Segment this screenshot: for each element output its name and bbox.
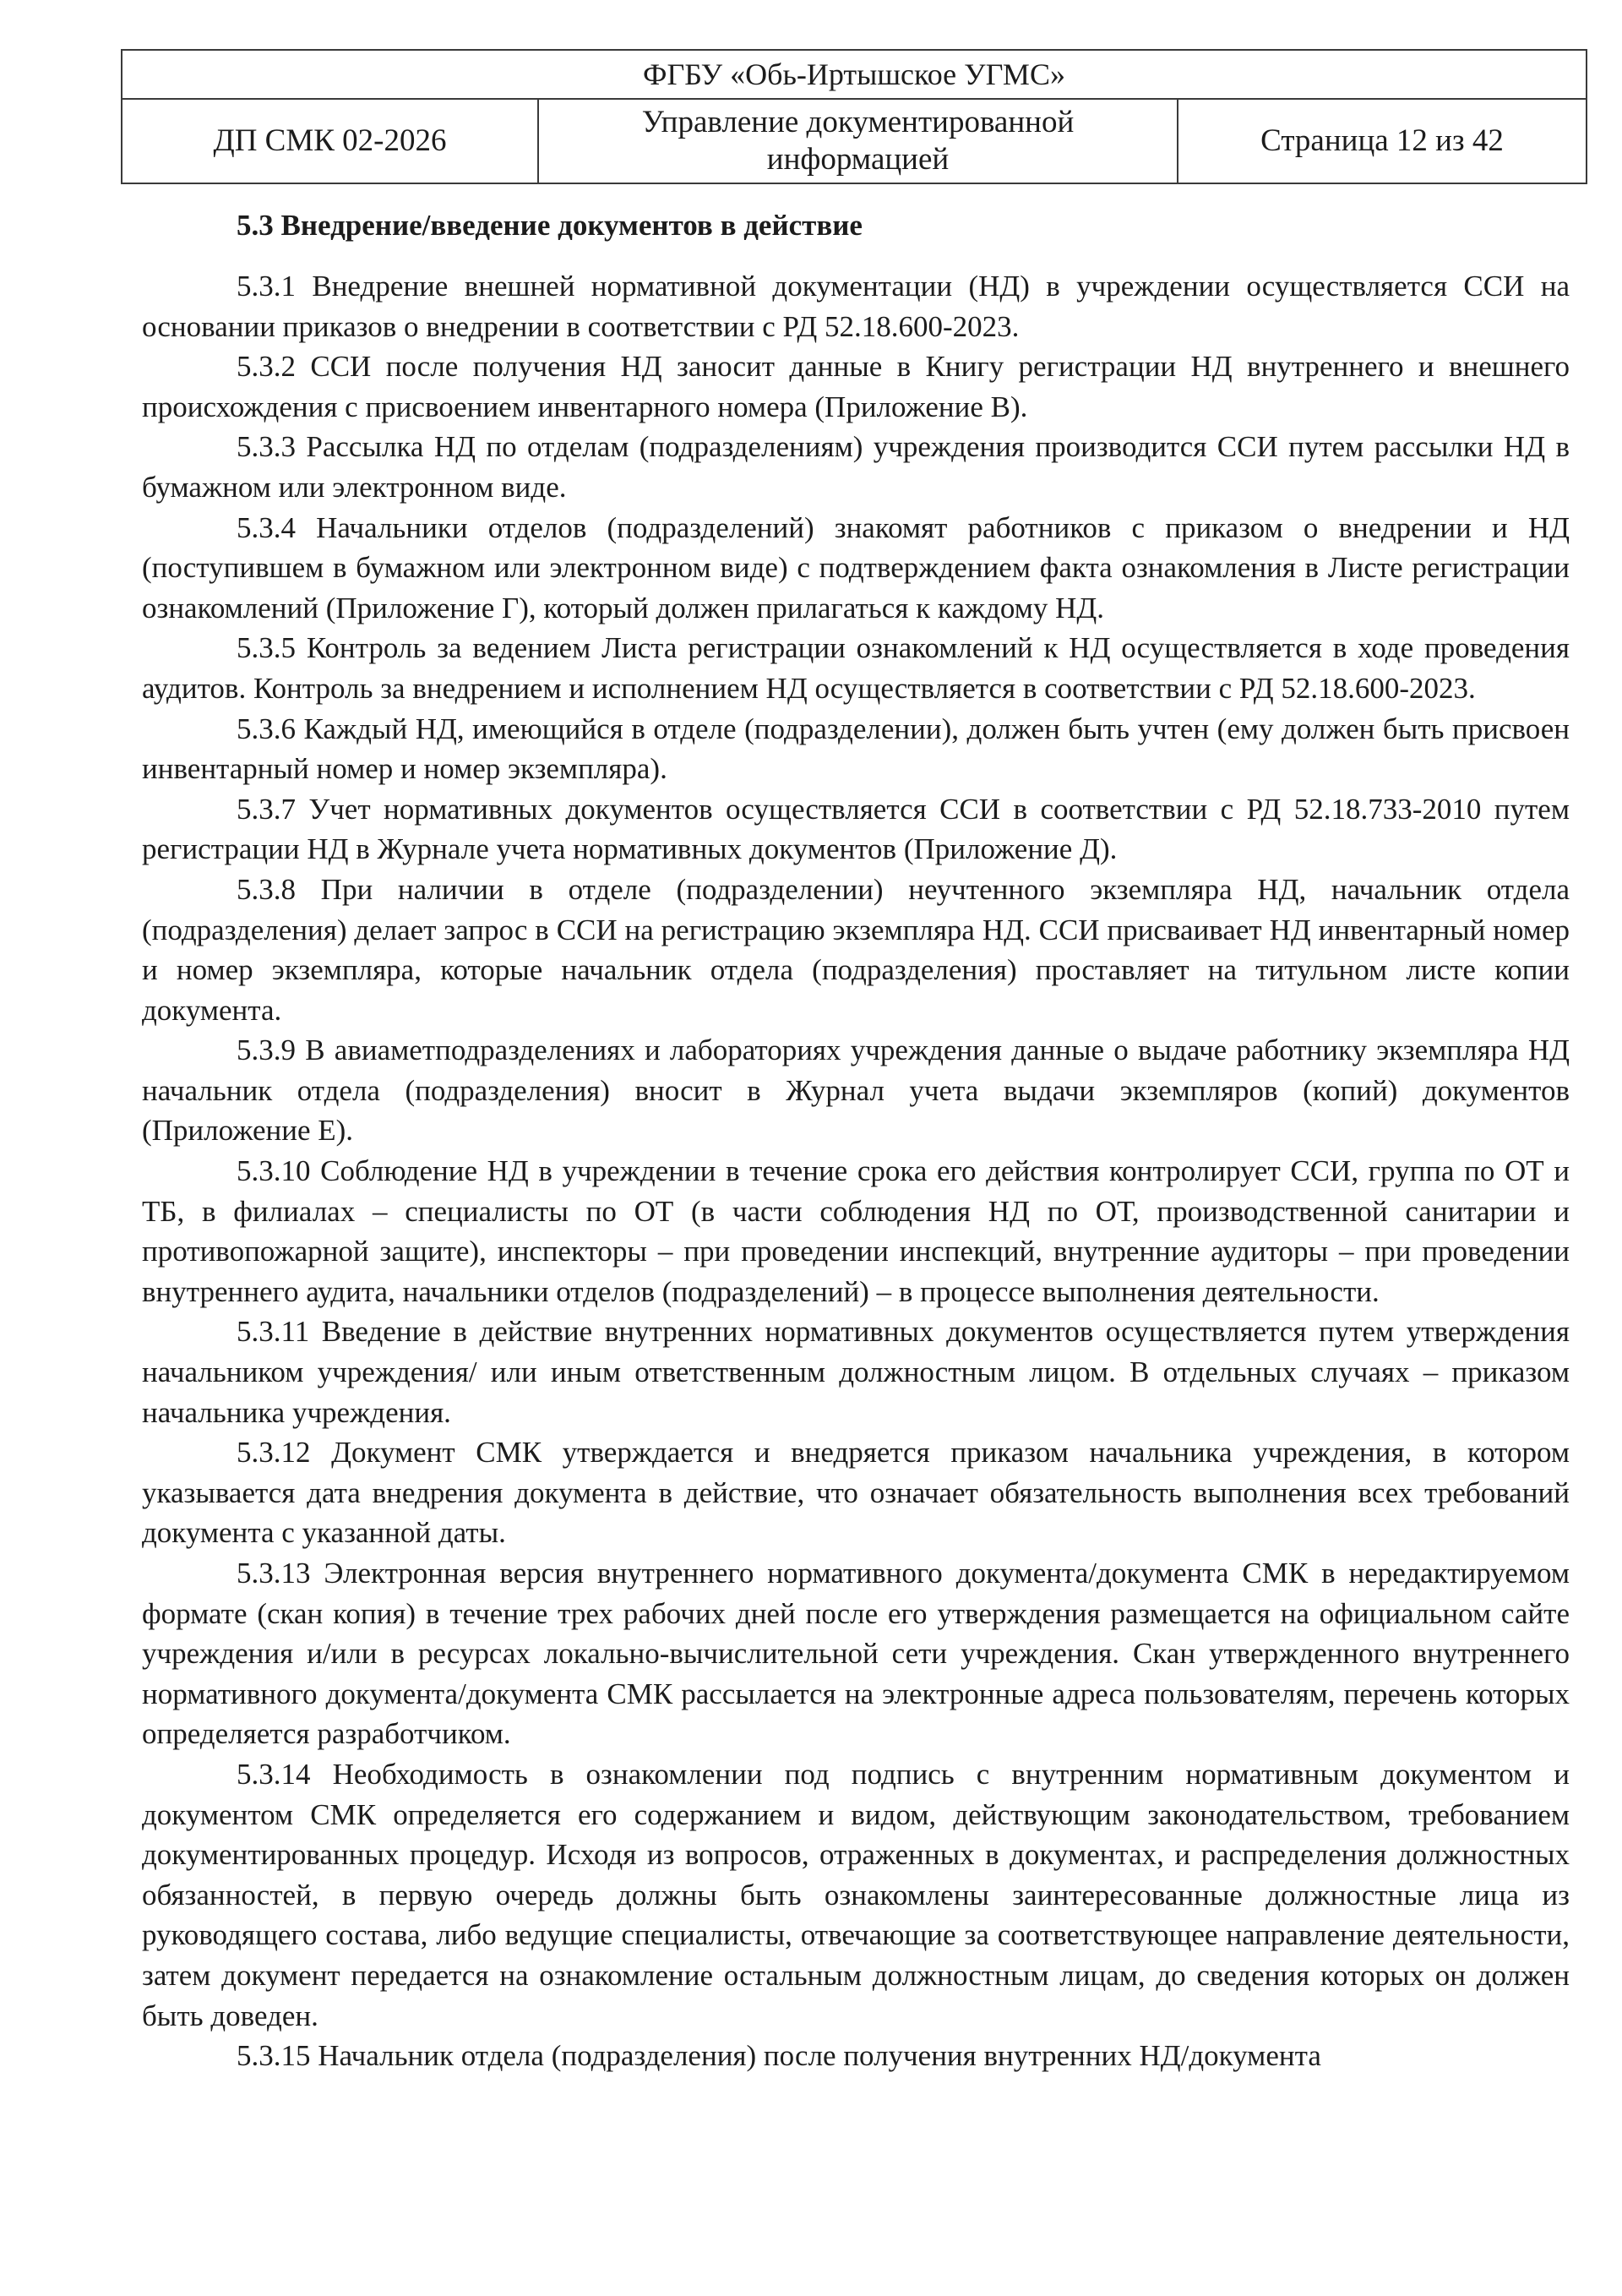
paragraph-5-3-5: 5.3.5 Контроль за ведением Листа регистрации ознакомлений к НД осуществляется в ходе проведения аудитов. Контроль за внедрением и исполнением НД осуществляется в соответствии с РД 52.18.600-2023. bbox=[142, 631, 1570, 705]
paragraph-5-3-13: 5.3.13 Электронная версия внутреннего нормативного документа/документа СМК в нередактируемом формате (скан копия) в течение трех рабочих дней после его утверждения размещается на официальном сайте учреждения и/или в ресурсах локально-вычислительной сети учреждения. Скан утвержденного внутреннего нормативного документа/документа СМК рассылается на электронные адреса пользователям, перечень которых определяется разработчиком. bbox=[142, 1557, 1570, 1751]
paragraph-5-3-8: 5.3.8 При наличии в отделе (подразделении) неучтенного экземпляра НД, начальник отдела (подразделения) делает запрос в ССИ на регистрацию экземпляра НД. ССИ присваивает НД инвентарный номер и номер экземпляра, которые начальник отдела (подразделения) проставляет на титульном листе копии документа. bbox=[142, 872, 1570, 1027]
page-header-table bbox=[121, 49, 1587, 184]
paragraph-5-3-9: 5.3.9 В авиаметподразделениях и лабораториях учреждения данные о выдаче работнику экземпляра НД начальник отдела (подразделения) вносит в Журнал учета выдачи экземпляров (копий) документов (Приложение Е). bbox=[142, 1033, 1570, 1148]
paragraph-5-3-1: 5.3.1 Внедрение внешней нормативной документации (НД) в учреждении осуществляется ССИ на основании приказов о внедрении в соответствии с РД 52.18.600-2023. bbox=[142, 270, 1570, 343]
paragraph-5-3-3: 5.3.3 Рассылка НД по отделам (подразделениям) учреждения производится ССИ путем рассылки НД в бумажном или электронном виде. bbox=[142, 430, 1570, 504]
organization-name: ФГБУ «Обь-Иртышское УГМС» bbox=[122, 51, 1586, 100]
paragraph-5-3-12: 5.3.12 Документ СМК утверждается и внедряется приказом начальника учреждения, в котором указывается дата внедрения документа в действие, что означает обязательность выполнения всех требований документа с указанной даты. bbox=[142, 1436, 1570, 1550]
paragraph-5-3-14: 5.3.14 Необходимость в ознакомлении под подпись с внутренним нормативным документом и документом СМК определяется его содержанием и видом, действующим законодательством, требованием документированных процедур. Исходя из вопросов, отраженных в документах, и распределения должностных обязанностей, в первую очередь должны быть ознакомлены заинтересованные должностные лица из руководящего состава, либо ведущие специалисты, отвечающие за соответствующее направление деятельности, затем документ передается на ознакомление остальным должностным лицам, до сведения которых он должен быть доведен. bbox=[142, 1757, 1570, 2032]
paragraph-5-3-11: 5.3.11 Введение в действие внутренних нормативных документов осуществляется путем утверждения начальником учреждения/ или иным ответственным должностным лицом. В отдельных случаях – приказом начальника учреждения. bbox=[142, 1315, 1570, 1429]
document-code: ДП СМК 02-2026 bbox=[122, 100, 539, 183]
paragraph-5-3-7: 5.3.7 Учет нормативных документов осуществляется ССИ в соответствии с РД 52.18.733-2010 путем регистрации НД в Журнале учета нормативных документов (Приложение Д). bbox=[142, 792, 1570, 866]
paragraph-5-3-4: 5.3.4 Начальники отделов (подразделений) знакомят работников с приказом о внедрении и НД (поступившем в бумажном или электронном виде) с подтверждением факта ознакомления в Листе регистрации ознакомлений (Приложение Г), который должен прилагаться к каждому НД. bbox=[142, 510, 1570, 624]
document-body bbox=[142, 188, 1570, 2076]
paragraph-5-3-10: 5.3.10 Соблюдение НД в учреждении в течение срока его действия контролирует ССИ, группа по ОТ и ТБ, в филиалах – специалисты по ОТ (в части соблюдения НД по ОТ, производственной санитарии и противопожарной защите), инспекторы – при проведении инспекций, внутренние аудиторы – при проведении внутреннего аудита, начальники отделов (подразделений) – в процессе выполнения деятельности. bbox=[142, 1154, 1570, 1308]
header-info-row bbox=[122, 100, 1586, 183]
paragraph-5-3-2: 5.3.2 ССИ после получения НД заносит данные в Книгу регистрации НД внутреннего и внешнего происхождения с присвоением инвентарного номера (Приложение В). bbox=[142, 350, 1570, 423]
document-title: Управление документированной информацией bbox=[641, 105, 1075, 177]
document-title-cell bbox=[539, 100, 1178, 183]
page-number: Страница 12 из 42 bbox=[1260, 123, 1504, 158]
section-heading: 5.3 Внедрение/введение документов в действие bbox=[237, 209, 863, 242]
paragraph-5-3-6: 5.3.6 Каждый НД, имеющийся в отделе (подразделении), должен быть учтен (ему должен быть присвоен инвентарный номер и номер экземпляра). bbox=[142, 712, 1570, 786]
paragraph-5-3-15: 5.3.15 Начальник отдела (подразделения) после получения внутренних НД/документа bbox=[237, 2039, 1321, 2073]
